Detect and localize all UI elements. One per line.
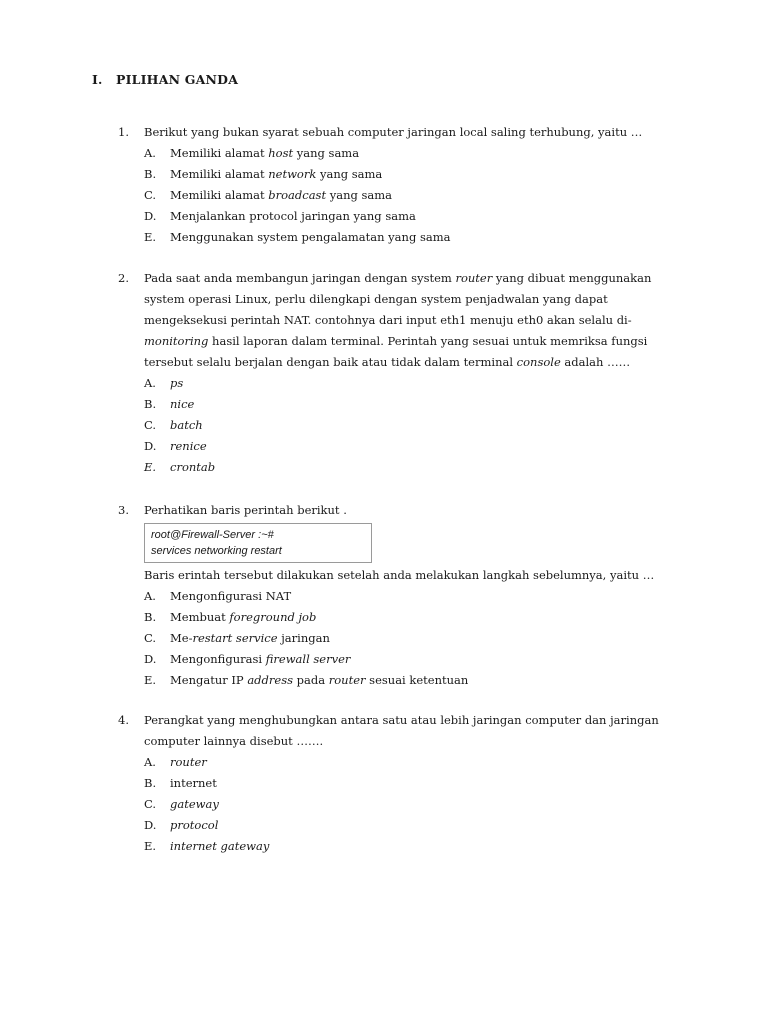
option-text: Mengonfigurasi NAT	[170, 589, 292, 603]
option-letter: D.	[144, 652, 157, 666]
option-text: Menggunakan system pengalamatan yang sama	[170, 230, 451, 244]
option-e	[144, 227, 678, 248]
question-text-line	[144, 331, 678, 352]
option-letter: D.	[144, 439, 157, 453]
option-letter: D.	[144, 818, 157, 832]
question-text-line: mengeksekusi perintah NAT. contohnya dari input eth1 menuju eth0 akan selalu di-	[144, 313, 632, 327]
option-letter: E.	[144, 839, 157, 853]
option-text-italic: restart service	[192, 631, 278, 645]
question-text-line	[144, 352, 678, 373]
option-letter: B.	[144, 610, 157, 624]
option-a	[144, 143, 678, 164]
option-c	[144, 794, 678, 815]
option-text: yang sama	[293, 146, 360, 160]
option-text-italic: foreground job	[229, 610, 317, 624]
option-text: renice	[170, 439, 207, 453]
option-text-italic: network	[268, 167, 317, 181]
option-text: Membuat	[170, 610, 230, 624]
text-run: tersebut selalu berjalan dengan baik atau tidak dalam terminal	[144, 355, 517, 369]
option-text: jaringan	[277, 631, 330, 645]
option-letter: C.	[144, 631, 157, 645]
option-text: yang sama	[316, 167, 383, 181]
option-d	[144, 436, 678, 457]
question-text-line: Perangkat yang menghubungkan antara satu atau lebih jaringan computer dan jaringan	[144, 713, 659, 727]
question-text-line	[144, 268, 678, 289]
question-text: Baris erintah tersebut dilakukan setelah anda melakukan langkah sebelumnya, yaitu …	[144, 568, 655, 582]
option-letter: D.	[144, 209, 157, 223]
option-c	[144, 415, 678, 436]
text-run-italic: monitoring	[144, 334, 209, 348]
text-run: adalah ……	[560, 355, 631, 369]
question-number: 3.	[118, 503, 129, 517]
option-list	[144, 373, 678, 478]
option-letter: A.	[144, 146, 156, 160]
question-number: 2.	[118, 271, 129, 285]
question-number: 4.	[118, 713, 129, 727]
option-text: Mengatur IP	[170, 673, 248, 687]
option-text: yang sama	[326, 188, 393, 202]
option-text: pada	[293, 673, 329, 687]
option-text-italic: broadcast	[268, 188, 327, 202]
text-run: hasil laporan dalam terminal. Perintah yang sesuai untuk memriksa fungsi	[208, 334, 648, 348]
option-letter: E.	[144, 673, 157, 687]
option-list	[144, 752, 678, 857]
option-list	[144, 143, 678, 248]
question-text: Berikut yang bukan syarat sebuah computer jaringan local saling terhubung, yaitu …	[144, 125, 643, 139]
option-b	[144, 394, 678, 415]
section-title-text: PILIHAN GANDA	[116, 72, 239, 87]
option-d	[144, 815, 678, 836]
option-letter: C.	[144, 797, 157, 811]
option-text: internet	[170, 776, 217, 790]
option-text: Me-	[170, 631, 193, 645]
command-text: services networking restart	[151, 545, 282, 557]
option-d	[144, 206, 678, 227]
option-letter: B.	[144, 776, 157, 790]
option-text-italic: firewall server	[265, 652, 351, 666]
option-text-italic: address	[247, 673, 294, 687]
question-text-line: system operasi Linux, perlu dilengkapi dengan system penjadwalan yang dapat	[144, 292, 608, 306]
option-a	[144, 752, 678, 773]
question-3	[118, 500, 678, 691]
text-run: yang dibuat menggunakan	[492, 271, 652, 285]
question-2	[118, 268, 678, 478]
option-letter: B.	[144, 167, 157, 181]
option-text: protocol	[170, 818, 219, 832]
question-text: Perhatikan baris perintah berikut .	[144, 503, 347, 517]
option-c	[144, 185, 678, 206]
question-number: 1.	[118, 125, 129, 139]
option-list	[144, 586, 678, 691]
option-c	[144, 628, 678, 649]
option-e	[144, 457, 678, 478]
question-4	[118, 710, 678, 857]
option-text: Mengonfigurasi	[170, 652, 266, 666]
option-letter: A.	[144, 589, 156, 603]
section-heading	[92, 72, 238, 87]
option-text: nice	[170, 397, 195, 411]
option-letter: A.	[144, 755, 156, 769]
option-letter: C.	[144, 188, 157, 202]
option-letter: B.	[144, 397, 157, 411]
text-run-italic: router	[455, 271, 493, 285]
option-letter: E.	[144, 230, 157, 244]
option-text: crontab	[170, 460, 216, 474]
option-b	[144, 773, 678, 794]
option-text: batch	[170, 418, 203, 432]
option-text: Memiliki alamat	[170, 188, 269, 202]
command-prompt: root@Firewall-Server :~#	[151, 529, 274, 541]
option-text: ps	[170, 376, 184, 390]
option-text: sesuai ketentuan	[365, 673, 469, 687]
option-a	[144, 586, 678, 607]
option-text: Memiliki alamat	[170, 167, 269, 181]
text-run-italic: console	[516, 355, 561, 369]
question-text-line: computer lainnya disebut …….	[144, 734, 324, 748]
command-box	[144, 523, 372, 563]
option-text: internet gateway	[170, 839, 270, 853]
option-d	[144, 649, 678, 670]
option-text-italic: host	[268, 146, 294, 160]
text-run: Pada saat anda membangun jaringan dengan system	[144, 271, 456, 285]
option-text: router	[170, 755, 207, 769]
option-e	[144, 670, 678, 691]
option-b	[144, 164, 678, 185]
option-letter: C.	[144, 418, 157, 432]
option-text: gateway	[170, 797, 219, 811]
option-a	[144, 373, 678, 394]
question-1	[118, 122, 678, 248]
option-text: Menjalankan protocol jaringan yang sama	[170, 209, 416, 223]
option-b	[144, 607, 678, 628]
option-e	[144, 836, 678, 857]
option-text: Memiliki alamat	[170, 146, 269, 160]
option-text-italic: router	[328, 673, 366, 687]
option-letter: E.	[144, 460, 157, 474]
section-number: I.	[92, 72, 103, 87]
option-letter: A.	[144, 376, 156, 390]
